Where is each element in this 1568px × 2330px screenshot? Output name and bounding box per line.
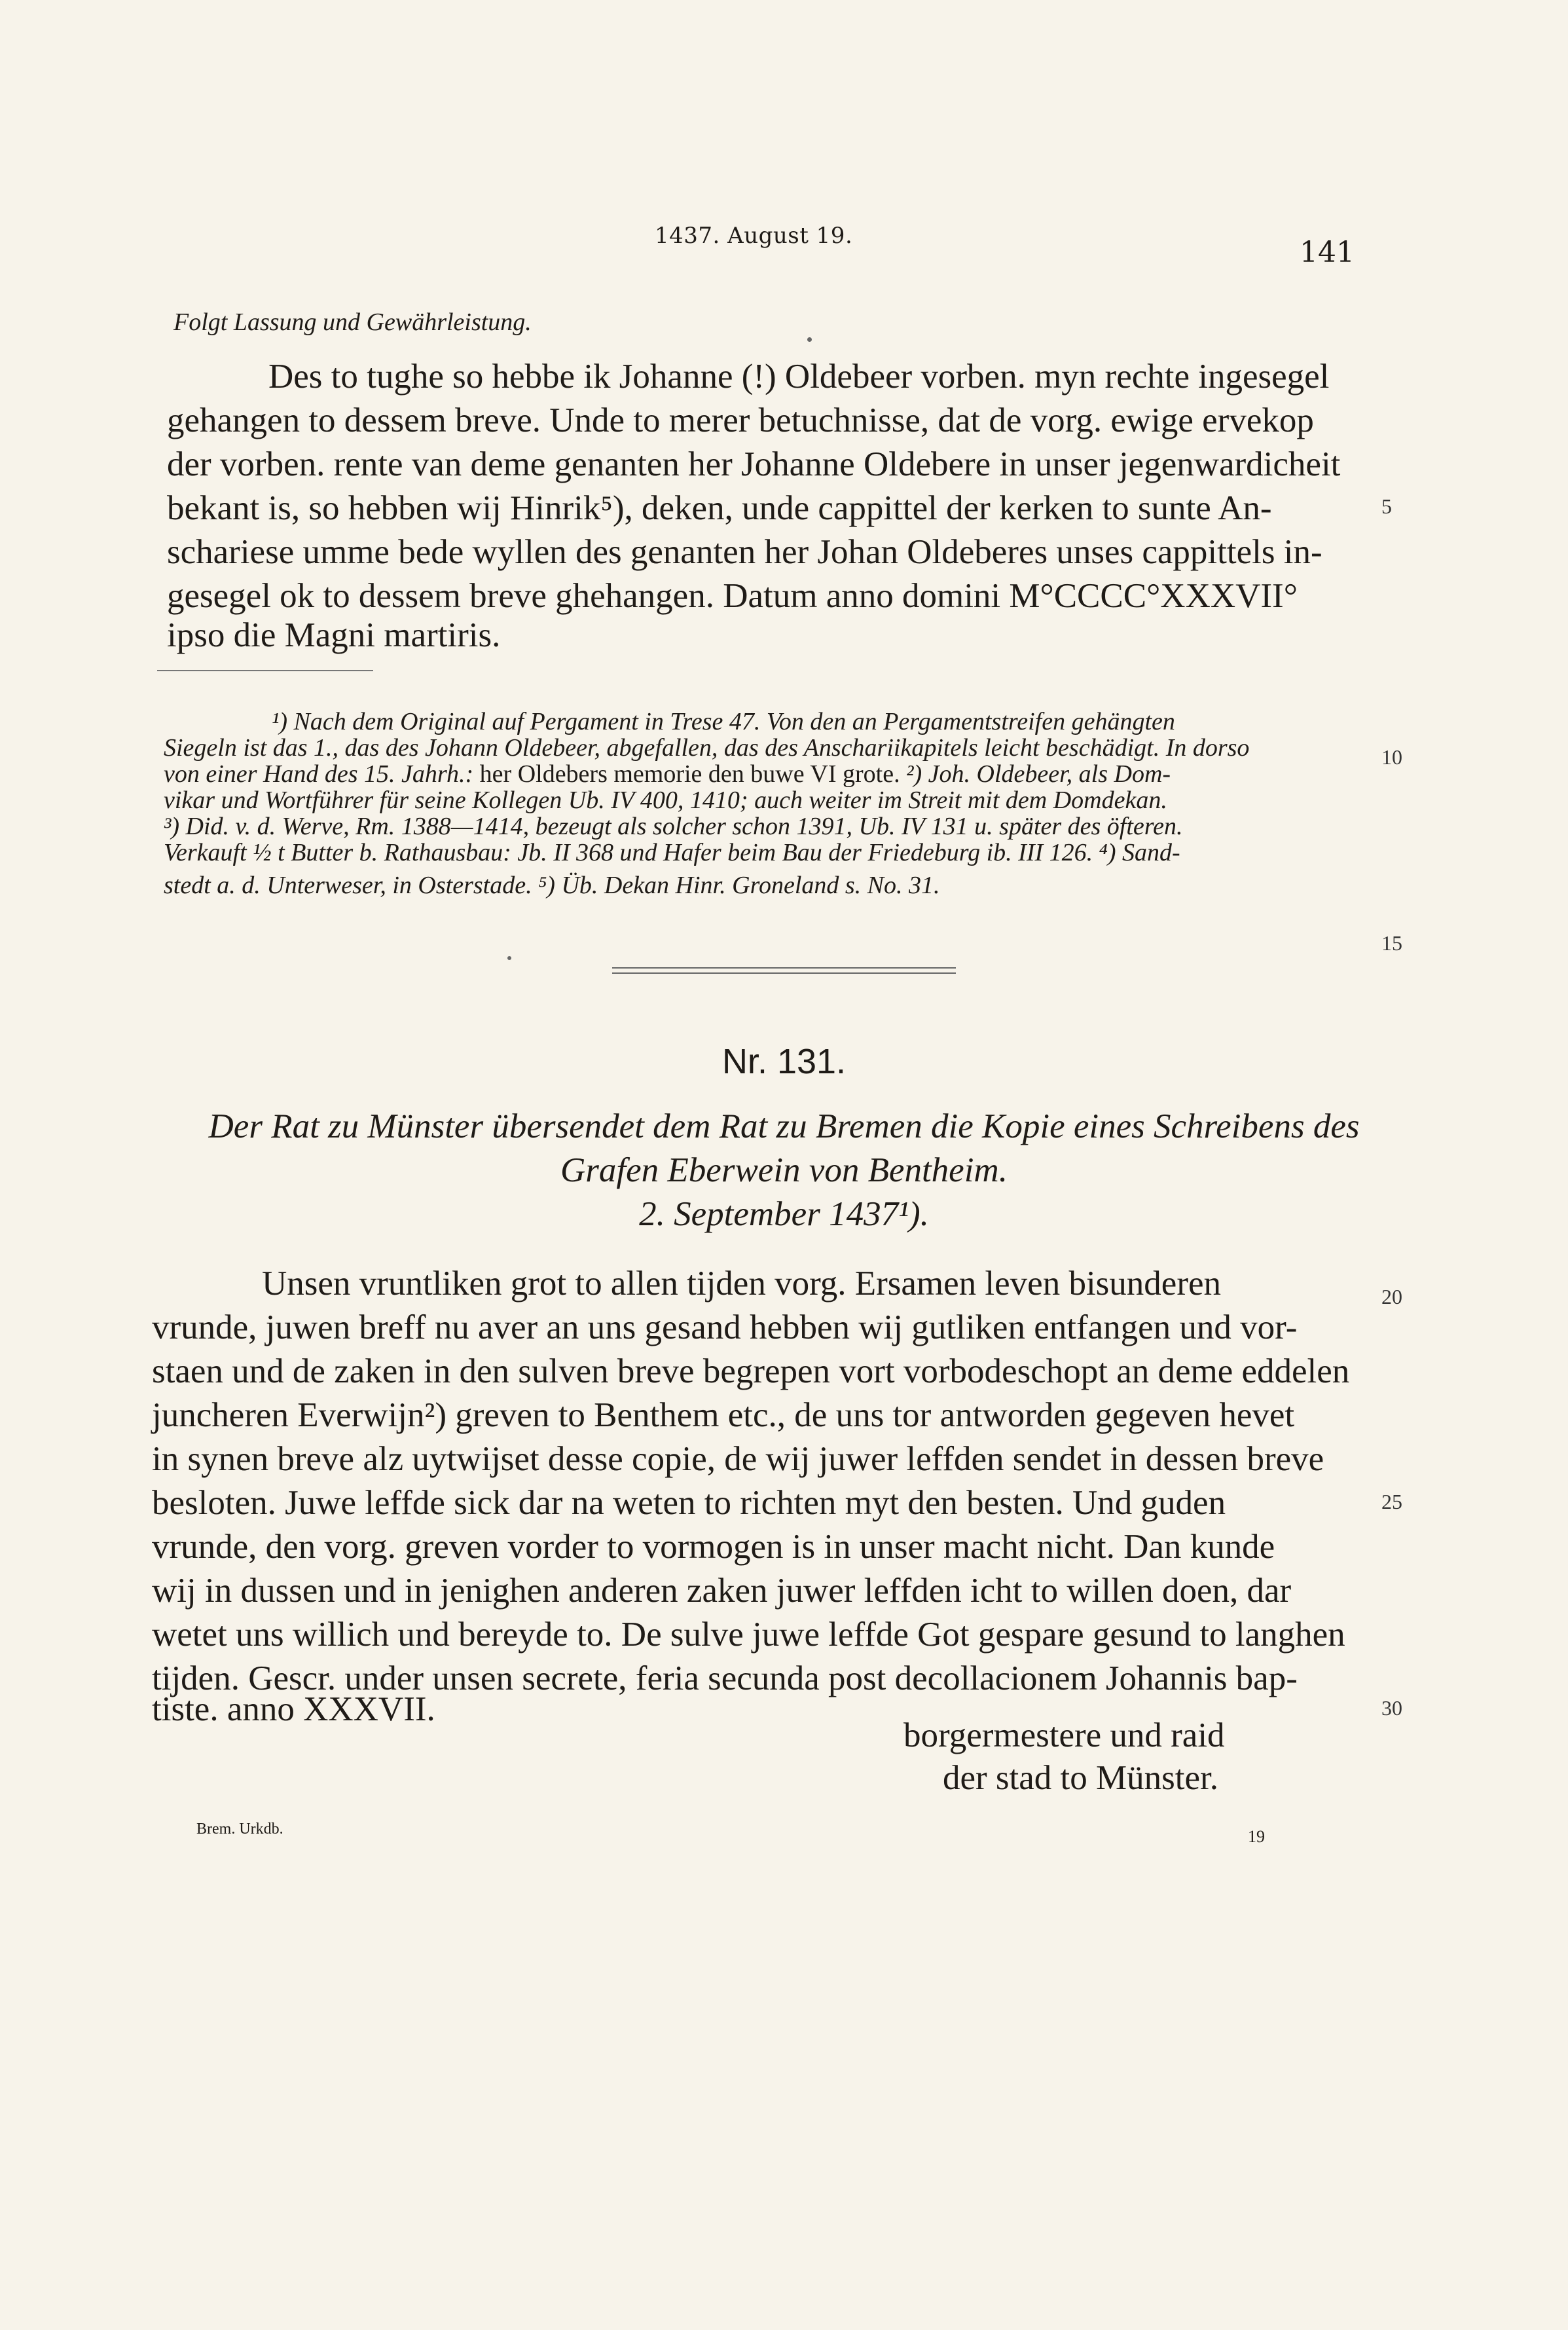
body-line: vrunde, juwen breff nu aver an uns gesand hebben wij gutliken entfangen und vor- bbox=[152, 1308, 1298, 1346]
footnote-line: ³) Did. v. d. Werve, Rm. 1388—1414, bezeugt als solcher schon 1391, Ub. IV 131 u. später des öfteren. bbox=[164, 813, 1183, 840]
body-line: wij in dussen und in jenighen anderen zaken juwer leffden icht to willen doen, dar bbox=[152, 1572, 1292, 1610]
body-line: besloten. Juwe leffde sick dar na weten to richten myt den besten. Und guden bbox=[152, 1484, 1226, 1522]
footnote-line: Verkauft ½ t Butter b. Rathausbau: Jb. II 368 und Hafer beim Bau der Friedeburg ib. III 126. ⁴) Sand- bbox=[164, 839, 1180, 866]
regest-line: Grafen Eberwein von Bentheim. bbox=[560, 1151, 1008, 1189]
footnote-dorsal-note: her Oldebers memorie den buwe VI grote. bbox=[479, 760, 907, 788]
footnote-line: Siegeln ist das 1., das des Johann Oldebeer, abgefallen, das des Anschariikapitels leicht beschädigt. In dorso bbox=[164, 734, 1250, 762]
margin-line-number: 25 bbox=[1381, 1490, 1402, 1513]
footnote-line: von einer Hand des 15. Jahrh.: her Oldebers memorie den buwe VI grote. ²) Joh. Oldebeer, als Dom- bbox=[164, 760, 1171, 788]
body-line: der vorben. rente van deme genanten her Johanne Oldebere in unser jegenwardicheit bbox=[167, 445, 1341, 483]
signature-line: borgermestere und raid bbox=[903, 1716, 1225, 1754]
margin-line-number: 5 bbox=[1381, 494, 1392, 518]
body-line: in synen breve alz uytwijset desse copie, de wij juwer leffden sendet in dessen breve bbox=[152, 1440, 1324, 1478]
page-number: 141 bbox=[1300, 236, 1355, 269]
body-line: schariese umme bede wyllen des genanten her Johan Oldeberes unses cappittels in- bbox=[167, 533, 1322, 571]
print-speck bbox=[807, 337, 812, 342]
footer-signature-mark: 19 bbox=[1248, 1827, 1265, 1846]
body-line: staen und de zaken in den sulven breve begrepen vort vorbodeschopt an deme eddelen bbox=[152, 1352, 1350, 1390]
signature-block bbox=[903, 1716, 1225, 1755]
body-line: juncheren Everwijn²) greven to Benthem etc., de uns tor antworden gegeven hevet bbox=[152, 1396, 1295, 1434]
body-line: Unsen vruntliken grot to allen tijden vorg. Ersamen leven bisunderen bbox=[262, 1265, 1222, 1303]
intro-note: Folgt Lassung und Gewährleistung. bbox=[173, 308, 532, 336]
body-line: Des to tughe so hebbe ik Johanne (!) Oldebeer vorben. myn rechte ingesegel bbox=[268, 358, 1330, 396]
footnote-line: vikar und Wortführer für seine Kollegen Ub. IV 400, 1410; auch weiter im Streit mit dem Domdekan. bbox=[164, 786, 1167, 814]
body-line: bekant is, so hebben wij Hinrik⁵), deken, unde cappittel der kerken to sunte An- bbox=[167, 489, 1272, 527]
margin-line-number: 15 bbox=[1381, 931, 1402, 955]
document-number: Nr. 131. bbox=[721, 1042, 847, 1081]
body-line: gehangen to dessem breve. Unde to merer betuchnisse, dat de vorg. ewige ervekop bbox=[167, 401, 1314, 439]
signature-block bbox=[943, 1758, 1218, 1798]
footnote-line: stedt a. d. Unterweser, in Osterstade. ⁵) Üb. Dekan Hinr. Groneland s. No. 31. bbox=[164, 872, 940, 899]
footer-series-title: Brem. Urkdb. bbox=[196, 1821, 283, 1838]
body-line: tijden. Gescr. under unsen secrete, feria secunda post decollacionem Johannis bap- bbox=[152, 1659, 1298, 1697]
print-speck bbox=[507, 956, 511, 960]
footnote-separator bbox=[157, 670, 373, 671]
regest-line: Der Rat zu Münster übersendet dem Rat zu Bremen die Kopie eines Schreibens des bbox=[208, 1107, 1360, 1145]
margin-line-number: 30 bbox=[1381, 1696, 1402, 1720]
signature-line: der stad to Münster. bbox=[943, 1759, 1218, 1797]
body-line: tiste. anno XXXVII. bbox=[152, 1690, 435, 1728]
document-date: 2. September 1437¹). bbox=[639, 1195, 929, 1233]
footnote-line: ¹) Nach dem Original auf Pergament in Trese 47. Von den an Pergamentstreifen gehängten bbox=[272, 708, 1175, 735]
document-separator bbox=[612, 967, 956, 974]
running-head: 1437. August 19. bbox=[655, 223, 853, 249]
body-line: ipso die Magni martiris. bbox=[167, 616, 501, 654]
body-line: wetet uns willich und bereyde to. De sulve juwe leffde Got gespare gesund to langhen bbox=[152, 1616, 1345, 1654]
body-line: gesegel ok to dessem breve ghehangen. Datum anno domini M°CCCC°XXXVII° bbox=[167, 577, 1298, 615]
body-line: vrunde, den vorg. greven vorder to vormogen is in unser macht nicht. Dan kunde bbox=[152, 1528, 1275, 1566]
margin-line-number: 10 bbox=[1381, 745, 1402, 769]
margin-line-number: 20 bbox=[1381, 1285, 1402, 1308]
